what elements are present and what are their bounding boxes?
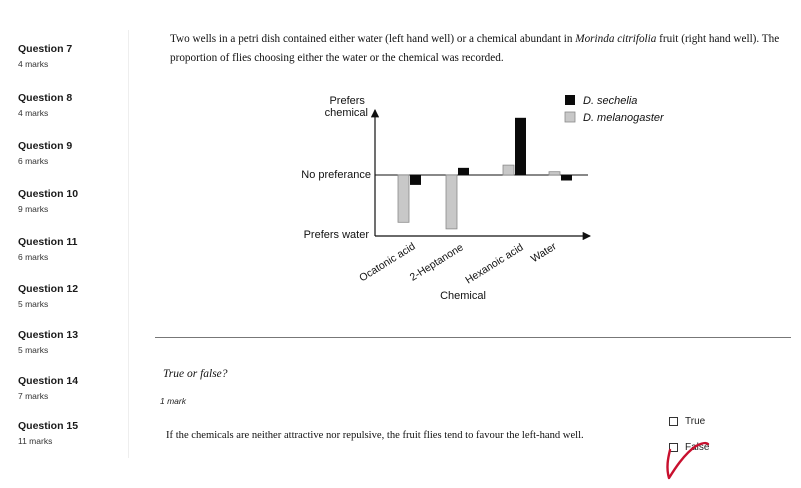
- section-divider: [155, 337, 791, 338]
- x-tick-label-2-heptanone: 2-Heptanone: [407, 241, 466, 284]
- question-marks: 6 marks: [18, 252, 49, 262]
- question-title: Question 10: [18, 188, 79, 200]
- sidebar-question-11[interactable]: [18, 236, 78, 263]
- sidebar-question-9[interactable]: [18, 140, 72, 167]
- x-tick-label-hexanoic-acid: Hexanoic acid: [463, 241, 526, 287]
- question-marks: 4 marks: [18, 108, 49, 118]
- question-title: Question 12: [18, 283, 79, 295]
- bar-d-melanogaster-2-heptanone: [446, 175, 457, 229]
- question-title: Question 7: [18, 43, 73, 55]
- true-checkbox[interactable]: [669, 417, 678, 426]
- chart-legend: [565, 95, 665, 124]
- legend-label-d-sechelia: D. sechelia: [583, 95, 638, 107]
- prompt-text-start: Two wells in a petri dish contained either water (left hand well) or a chemical abundant in: [170, 33, 576, 45]
- question-title: Question 13: [18, 329, 79, 341]
- bar-d-sechelia-ocatonic-acid: [410, 175, 421, 185]
- question-type-heading: True or false?: [163, 368, 228, 380]
- option-false-label: False: [685, 442, 710, 453]
- y-tick-label-prefers-water: Prefers water: [303, 229, 369, 241]
- y-tick-label-prefers-chemical: [325, 95, 368, 119]
- bar-d-sechelia-water: [561, 175, 572, 181]
- question-prompt: [170, 30, 795, 68]
- x-axis-label: Chemical: [440, 290, 486, 302]
- sidebar-question-10[interactable]: [18, 188, 78, 215]
- legend-swatch-d-sechelia: [565, 95, 575, 105]
- bar-group: [398, 118, 572, 229]
- x-tick-label-ocatonic-acid: Ocatonic acid: [357, 240, 418, 285]
- bar-d-melanogaster-ocatonic-acid: [398, 175, 409, 222]
- question-title: Question 15: [18, 420, 79, 432]
- bar-d-melanogaster-hexanoic-acid: [503, 165, 514, 175]
- question-title: Question 11: [18, 236, 78, 248]
- y-tick-label-prefers-chemical-line-2: chemical: [324, 107, 368, 119]
- fly-preference-chart: [280, 88, 680, 306]
- prompt-text-end: fruit (right hand well). The proportion of flies choosing either the water or the chemical was recorded.: [170, 33, 780, 64]
- option-false[interactable]: [669, 442, 709, 453]
- bar-d-sechelia-2-heptanone: [458, 168, 469, 175]
- legend-label-d-melanogaster: D. melanogaster: [583, 112, 664, 124]
- species-name: Morinda citrifolia: [575, 33, 657, 45]
- y-tick-label-no-preference: No preferance: [301, 169, 371, 181]
- sidebar-question-15[interactable]: [18, 420, 78, 447]
- question-mark-value: 1 mark: [160, 396, 186, 406]
- question-marks: 5 marks: [18, 345, 49, 355]
- sidebar-question-12[interactable]: [18, 283, 78, 310]
- question-marks: 11 marks: [18, 436, 53, 446]
- sidebar-question-14[interactable]: [18, 375, 78, 402]
- question-title: Question 14: [18, 375, 79, 387]
- handwritten-check-icon: [660, 432, 710, 482]
- false-checkbox[interactable]: [669, 443, 678, 452]
- bar-d-melanogaster-water: [549, 172, 560, 175]
- option-true[interactable]: [669, 416, 705, 427]
- question-marks: 9 marks: [18, 204, 49, 214]
- sidebar-question-13[interactable]: [18, 329, 78, 356]
- y-tick-label-prefers-chemical-line-1: Prefers: [329, 95, 365, 107]
- x-tick-label-water: Water: [528, 240, 559, 266]
- x-tick-labels: [357, 240, 559, 286]
- question-marks: 6 marks: [18, 156, 49, 166]
- question-marks: 4 marks: [18, 59, 49, 69]
- sidebar-question-8[interactable]: [18, 92, 72, 119]
- question-title: Question 8: [18, 92, 73, 104]
- sidebar-divider: [128, 30, 129, 458]
- sidebar-question-7[interactable]: [18, 43, 72, 70]
- option-true-label: True: [685, 416, 706, 427]
- question-statement: If the chemicals are neither attractive nor repulsive, the fruit flies tend to favour the left-hand well.: [166, 430, 584, 441]
- question-sidebar: [0, 0, 128, 458]
- question-marks: 7 marks: [18, 391, 49, 401]
- question-title: Question 9: [18, 140, 73, 152]
- legend-swatch-d-melanogaster: [565, 112, 575, 122]
- question-marks: 5 marks: [18, 299, 49, 309]
- bar-d-sechelia-hexanoic-acid: [515, 118, 526, 175]
